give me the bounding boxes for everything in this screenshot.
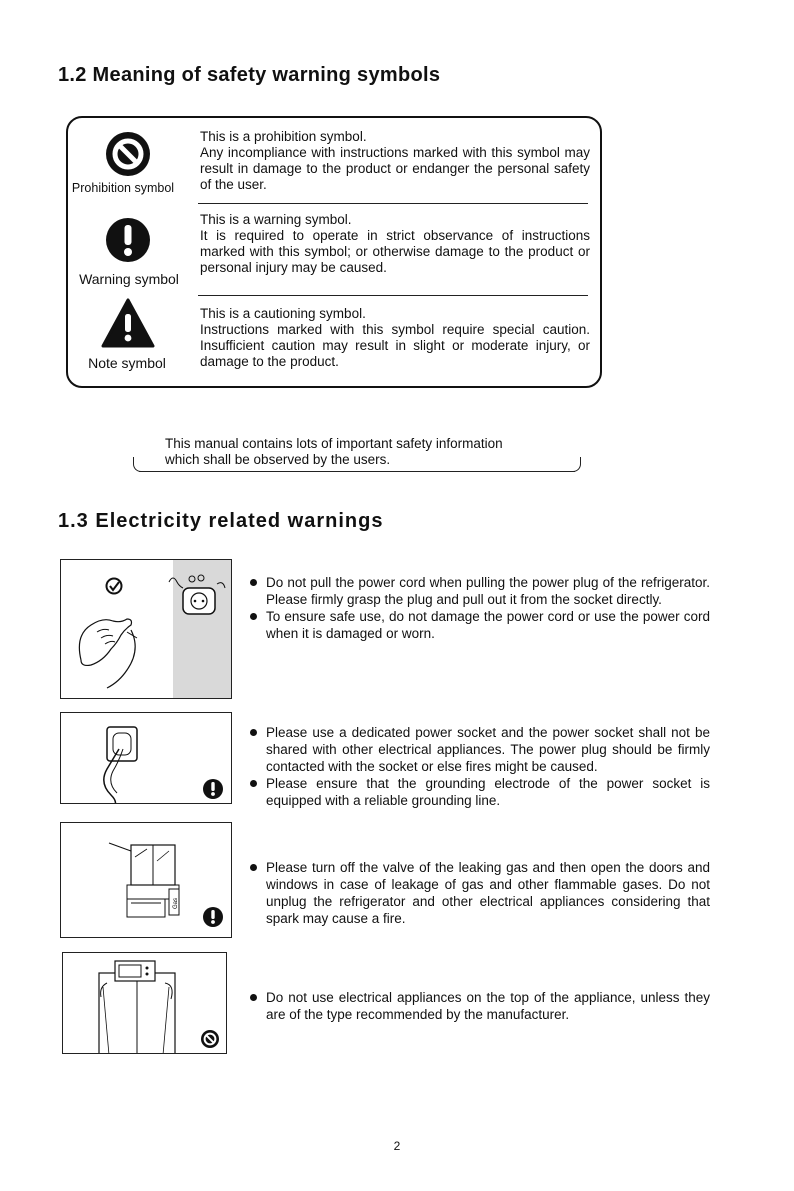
caution-text: Instructions marked with this symbol require special caution. Insufficient caution may result in slight or moderate injury, or damage to the product. [200,322,590,369]
prohibition-icon [201,1030,219,1048]
warning-icon [203,779,223,799]
notice-text [165,436,503,468]
gas-cylinder-label: Gas [173,897,179,909]
figure-appliance-on-top [62,952,227,1054]
warning-symbol-label: Warning symbol [79,271,179,287]
figure-gas-leak [60,822,232,938]
note-symbol-label: Note symbol [88,355,166,371]
page-number: 2 [393,1139,401,1153]
warning-description [200,212,590,276]
figure-pull-plug [60,559,232,699]
kitchen-gas-illustration [61,823,232,938]
notice-line-2: which shall be observed by the users. [165,452,391,467]
electricity-warning-2 [248,724,710,809]
warning-heading: This is a warning symbol. [200,212,352,227]
bullet-item: Do not pull the power cord when pulling the power plug of the refrigerator. Please firmly grasp the plug and pull out it from the socket directly. [248,574,710,608]
refrigerator-microwave-illustration [63,953,227,1054]
bullet-item: To ensure safe use, do not damage the power cord or use the power cord when it is damaged or worn. [248,608,710,642]
figure-dedicated-socket [60,712,232,804]
prohibition-description [200,129,590,193]
prohibition-text: Any incompliance with instructions marked with this symbol may result in damage to the product or endanger the personal safety of the user. [200,145,590,192]
divider [198,295,588,296]
divider [198,203,588,204]
caution-heading: This is a cautioning symbol. [200,306,366,321]
caution-triangle-icon [101,298,155,348]
warning-icon [203,907,223,927]
pull-plug-illustration [61,560,232,699]
section-title-electricity: 1.3 Electricity related warnings [58,510,384,532]
warning-icon [104,216,152,264]
caution-description [200,306,590,370]
safety-notice [133,436,581,474]
prohibition-icon [104,130,152,178]
socket-illustration [61,713,232,804]
prohibition-heading: This is a prohibition symbol. [200,129,367,144]
section-title-symbols: 1.2 Meaning of safety warning symbols [58,64,441,86]
bullet-item: Please turn off the valve of the leaking gas and then open the doors and windows in case of leakage of gas and other flammable gases. Do not unplug the refrigerator and other electrical appliances considering that spark may cause a fire. [248,859,710,927]
bullet-item: Please ensure that the grounding electrode of the power socket is equipped with a reliable grounding line. [248,775,710,809]
electricity-warning-1 [248,574,710,642]
bullet-item: Please use a dedicated power socket and the power socket shall not be shared with other electrical appliances. The power plug should be firmly contacted with the socket or else fires might be caused. [248,724,710,775]
electricity-warning-4 [248,989,710,1023]
electricity-warning-3 [248,859,710,927]
notice-line-1: This manual contains lots of important safety information [165,436,503,451]
bullet-item: Do not use electrical appliances on the top of the appliance, unless they are of the type recommended by the manufacturer. [248,989,710,1023]
warning-text: It is required to operate in strict observance of instructions marked with this symbol; or otherwise damage to the product or personal injury may be caused. [200,228,590,275]
prohibition-symbol-label: Prohibition symbol [71,181,175,195]
